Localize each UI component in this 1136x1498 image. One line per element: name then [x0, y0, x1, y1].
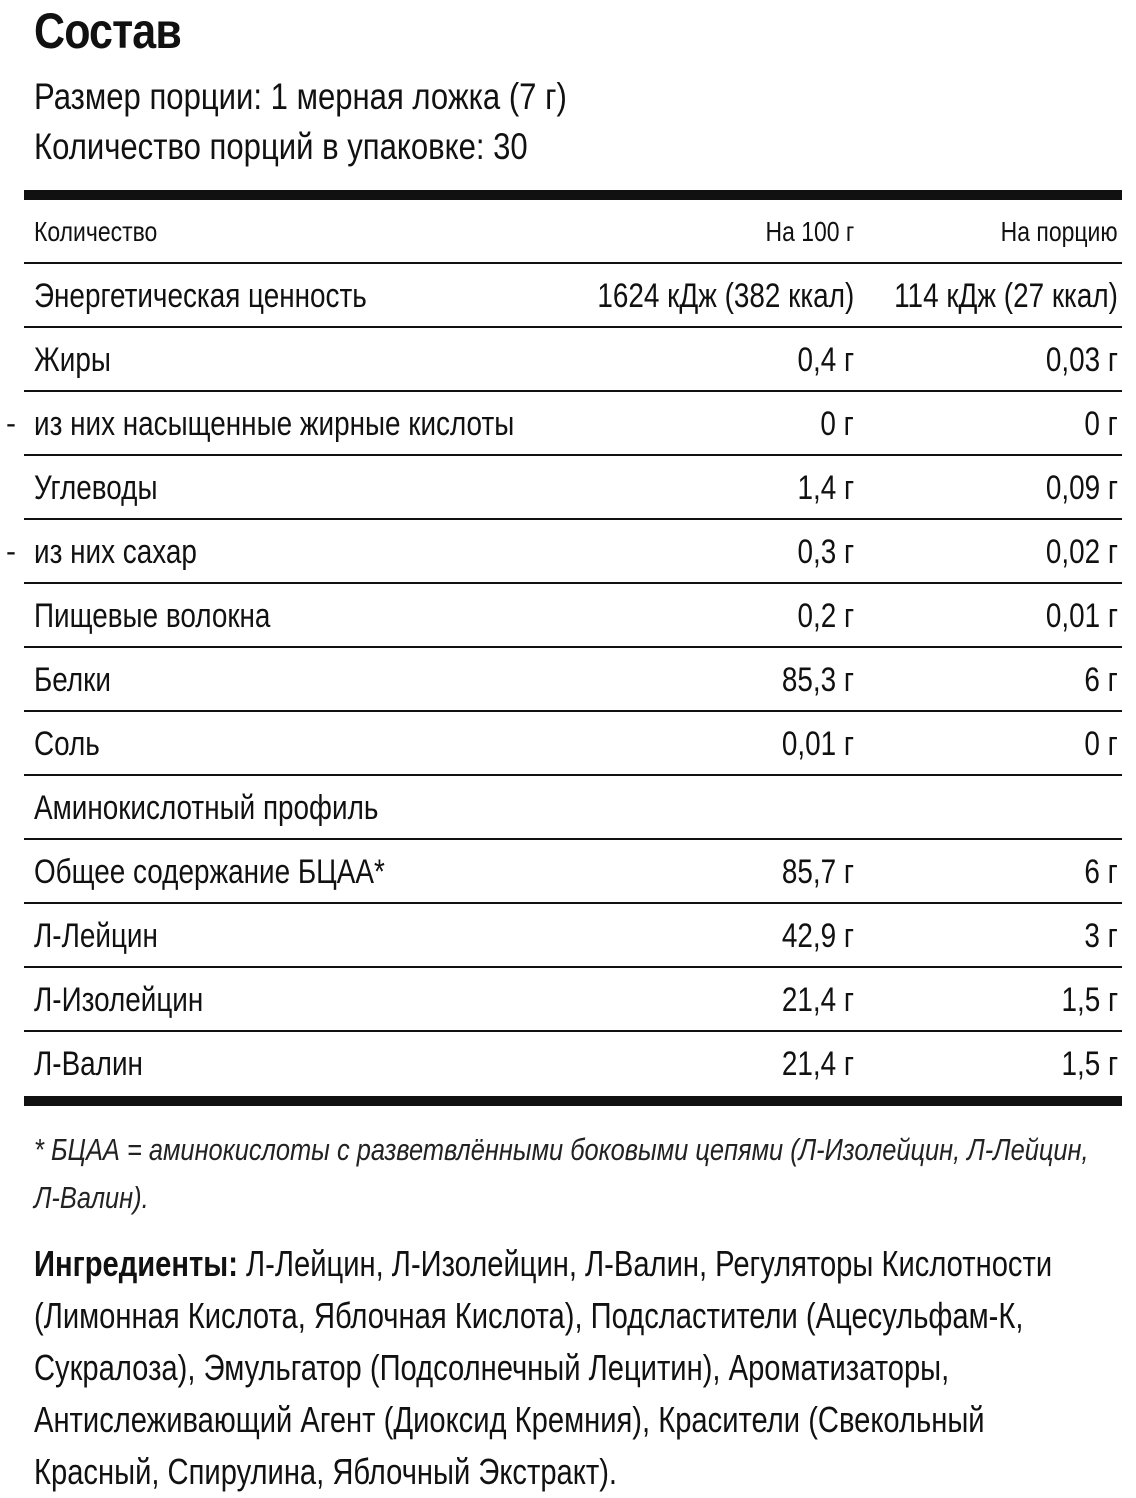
row-per100: 0,4 г: [797, 341, 854, 379]
row-per100: 0,3 г: [797, 533, 854, 571]
row-name: из них сахар: [34, 533, 197, 571]
table-row: [24, 712, 1122, 776]
row-per100: 0 г: [820, 405, 854, 443]
row-per100: 21,4 г: [781, 1045, 854, 1083]
header-per100: На 100 г: [765, 216, 854, 247]
row-name: Пищевые волокна: [34, 597, 271, 635]
row-per-serving: 1,5 г: [1061, 1045, 1118, 1083]
row-name: из них насыщенные жирные кислоты: [34, 405, 515, 443]
sub-item-dash: -: [6, 407, 16, 440]
row-name: Аминокислотный профиль: [34, 789, 379, 827]
sub-item-dash: -: [6, 535, 16, 568]
table-row: [24, 1032, 1122, 1096]
header-name: Количество: [34, 216, 158, 247]
table-row: [24, 776, 1122, 840]
footnote-line-1: * БЦАА = аминокислоты с разветвлёнными боковыми цепями (Л-Изолейцин, Л-Лейцин,: [34, 1132, 1089, 1167]
footnote-line-2: Л-Валин).: [34, 1180, 149, 1215]
table-row: [6, 392, 1122, 456]
table-header-row: [24, 200, 1122, 264]
row-per100: 85,3 г: [781, 661, 854, 699]
row-per-serving: 1,5 г: [1061, 981, 1118, 1019]
table-body: [6, 264, 1122, 1096]
row-name: Общее содержание БЦАА*: [34, 853, 385, 891]
bcaa-footnote: [34, 1126, 1100, 1222]
ingredients-line-5: Красный, Спирулина, Яблочный Экстракт).: [34, 1451, 618, 1492]
row-name: Жиры: [34, 341, 111, 379]
table-top-rule: [24, 190, 1122, 200]
row-name: Белки: [34, 661, 111, 699]
row-per-serving: 6 г: [1084, 853, 1118, 891]
table-bottom-rule: [24, 1096, 1122, 1106]
ingredients-line-2: (Лимонная Кислота, Яблочная Кислота), Подсластители (Ацесульфам-К,: [34, 1295, 1024, 1336]
ingredients-block: [34, 1238, 1111, 1498]
serving-size: Размер порции: 1 мерная ложка (7 г): [34, 76, 567, 117]
row-name: Соль: [34, 725, 100, 763]
header-per-serving: На порцию: [1001, 216, 1118, 247]
table-row: [6, 520, 1122, 584]
row-per-serving: 6 г: [1084, 661, 1118, 699]
row-per-serving: 0,09 г: [1045, 469, 1118, 507]
row-per100: 1,4 г: [797, 469, 854, 507]
row-per100: 21,4 г: [781, 981, 854, 1019]
row-name: Л-Валин: [34, 1045, 143, 1083]
servings-per-pack: Количество порций в упаковке: 30: [34, 126, 528, 167]
table-row: [24, 264, 1122, 328]
table-row: [24, 584, 1122, 648]
table-row: [24, 456, 1122, 520]
ingredients-line-1: Л-Лейцин, Л-Изолейцин, Л-Валин, Регуляторы Кислотности: [237, 1243, 1053, 1284]
row-per-serving: 0,02 г: [1045, 533, 1118, 571]
row-per-serving: 114 кДж (27 ккал): [894, 277, 1118, 315]
row-per-serving: 0 г: [1084, 405, 1118, 443]
table-row: [24, 840, 1122, 904]
row-per100: 0,2 г: [797, 597, 854, 635]
ingredients-line-4: Антислеживающий Агент (Диоксид Кремния), Красители (Свекольный: [34, 1399, 985, 1440]
row-per100: 0,01 г: [781, 725, 854, 763]
page-title: Состав: [34, 3, 181, 59]
nutrition-table: [6, 190, 1122, 1106]
row-per100: 42,9 г: [781, 917, 854, 955]
row-name: Л-Лейцин: [34, 917, 158, 955]
table-row: [24, 648, 1122, 712]
row-per-serving: 0,03 г: [1045, 341, 1118, 379]
row-name: Л-Изолейцин: [34, 981, 204, 1019]
ingredients-line-3: Сукралоза), Эмульгатор (Подсолнечный Лецитин), Ароматизаторы,: [34, 1347, 950, 1388]
table-row: [24, 904, 1122, 968]
row-name: Углеводы: [34, 469, 158, 507]
row-per-serving: 3 г: [1084, 917, 1118, 955]
row-per100: 85,7 г: [781, 853, 854, 891]
row-per-serving: 0,01 г: [1045, 597, 1118, 635]
row-per-serving: 0 г: [1084, 725, 1118, 763]
table-row: [24, 328, 1122, 392]
row-per100: 1624 кДж (382 ккал): [597, 277, 854, 315]
table-row: [24, 968, 1122, 1032]
ingredients-label: Ингредиенты:: [34, 1243, 238, 1284]
row-name: Энергетическая ценность: [34, 277, 367, 315]
